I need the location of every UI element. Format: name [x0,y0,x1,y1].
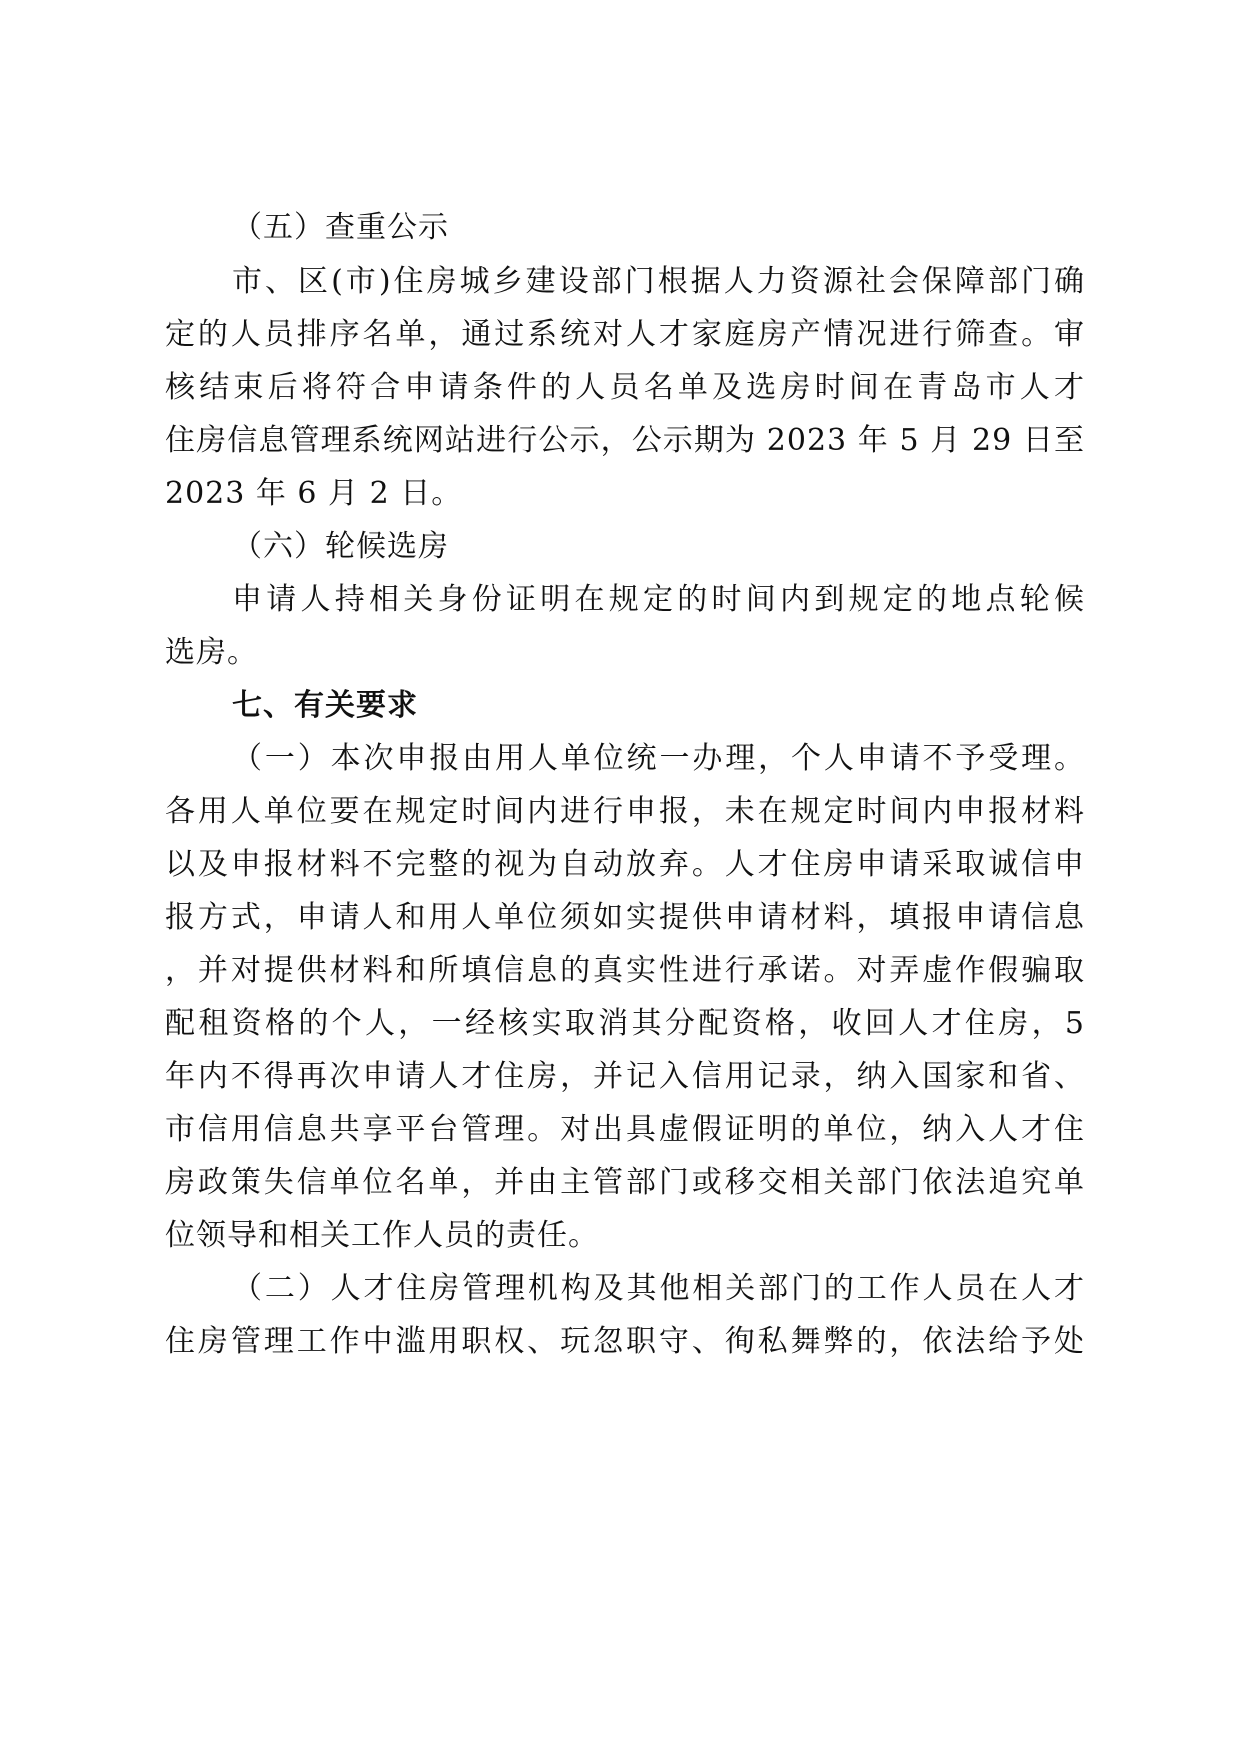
paragraph-line: 申请人持相关身份证明在规定的时间内到规定的地点轮候 [232,582,1085,617]
paragraph-line: 市、区(市)住房城乡建设部门根据人力资源社会保障部门确 [232,264,1085,299]
paragraph-line: 各用人单位要在规定时间内进行申报，未在规定时间内申报材料 [165,794,1085,829]
paragraph-line: （二）人才住房管理机构及其他相关部门的工作人员在人才 [232,1271,1085,1306]
paragraph-line: 住房信息管理系统网站进行公示，公示期为 2023 年 5 月 29 日至 [165,423,1085,458]
paragraph-line: 市信用信息共享平台管理。对出具虚假证明的单位，纳入人才住 [165,1112,1085,1147]
section-heading-6: （六）轮候选房 [232,529,449,564]
paragraph-line: 配租资格的个人，一经核实取消其分配资格，收回人才住房，5 [165,1006,1085,1041]
paragraph-line: （一）本次申报由用人单位统一办理，个人申请不予受理。 [232,741,1085,776]
paragraph-line: 年内不得再次申请人才住房，并记入信用记录，纳入国家和省、 [165,1059,1085,1094]
section-heading-7: 七、有关要求 [232,688,418,723]
paragraph-line: 位领导和相关工作人员的责任。 [165,1218,599,1253]
paragraph-line: 房政策失信单位名单，并由主管部门或移交相关部门依法追究单 [165,1165,1085,1200]
paragraph-line: 定的人员排序名单，通过系统对人才家庭房产情况进行筛查。审 [165,317,1085,352]
section-heading-5: （五）查重公示 [232,210,449,245]
paragraph-line: 以及申报材料不完整的视为自动放弃。人才住房申请采取诚信申 [165,847,1085,882]
paragraph-line: 报方式，申请人和用人单位须如实提供申请材料，填报申请信息 [165,900,1085,935]
paragraph-line: 核结束后将符合申请条件的人员名单及选房时间在青岛市人才 [165,370,1085,405]
paragraph-line: 住房管理工作中滥用职权、玩忽职守、徇私舞弊的，依法给予处 [165,1324,1085,1359]
paragraph-line: 选房。 [165,635,258,670]
paragraph-line: ，并对提供材料和所填信息的真实性进行承诺。对弄虚作假骗取 [165,953,1085,988]
paragraph-line: 2023 年 6 月 2 日。 [165,476,463,511]
